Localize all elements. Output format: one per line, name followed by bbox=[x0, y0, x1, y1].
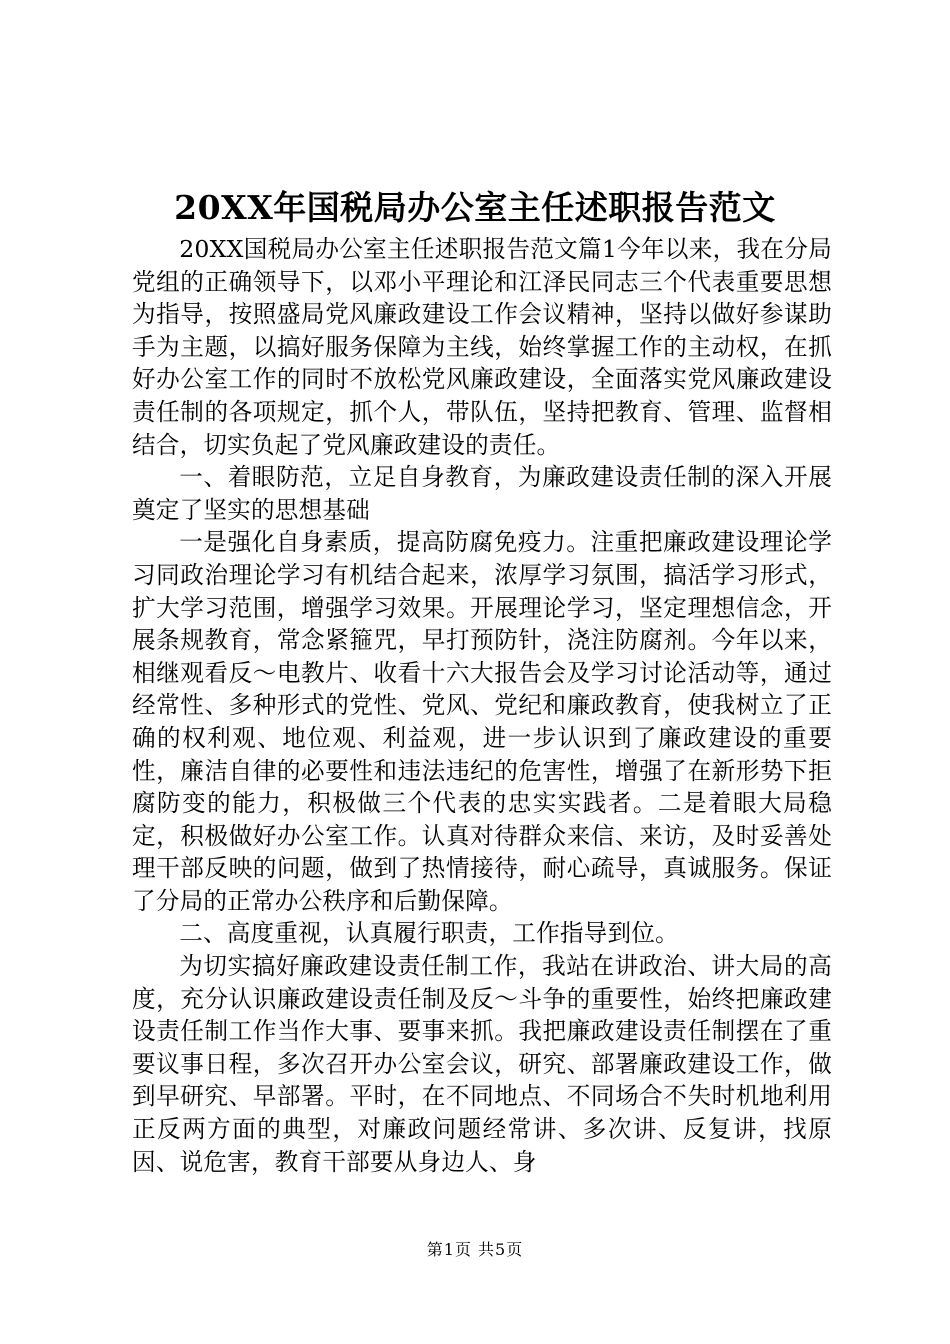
document-title: 20XX年国税局办公室主任述职报告范文 bbox=[174, 188, 776, 227]
paragraph-heading-2: 二、高度重视，认真履行职责，工作指导到位。 bbox=[179, 919, 679, 948]
paragraph-intro: 20XX国税局办公室主任述职报告范文篇1今年以来，我在分局党组的正确领导下，以邓小平理论和江泽民同志三个代表重要思想为指导，按照盛局党风廉政建设工作会议精神，坚持以做好参谋助手为主题，以搞好服务保障为主线，始终掌握工作的主动权，在抓好办公室工作的同时不放松党风廉政建设，全面落实党风廉政建设责任制的各项规定，抓个人，带队伍，坚持把教育、管理、监督相结合，切实负起了党风廉政建设的责任。 bbox=[132, 235, 832, 459]
paragraph-heading-1: 一、着眼防范，立足自身教育，为廉政建设责任制的深入开展奠定了坚实的思想基础 bbox=[132, 463, 832, 524]
document-body bbox=[132, 233, 832, 1178]
page-number-footer: 第1页 共5页 bbox=[426, 1240, 524, 1259]
paragraph-section-1: 一是强化自身素质，提高防腐免疫力。注重把廉政建设理论学习同政治理论学习有机结合起来，浓厚学习氛围，搞活学习形式，扩大学习范围，增强学习效果。开展理论学习，坚定理想信念，开展条规教育，常念紧箍咒，早打预防针，浇注防腐剂。今年以来，相继观看反～电教片、收看十六大报告会及学习讨论活动等，通过经常性、多种形式的党性、党风、党纪和廉政教育，使我树立了正确的权利观、地位观、利益观，进一步认识到了廉政建设的重要性，廉洁自律的必要性和违法违纪的危害性，增强了在新形势下拒腐防变的能力，积极做三个代表的忠实实践者。二是着眼大局稳定，积极做好办公室工作。认真对待群众来信、来访，及时妥善处理干部反映的问题，做到了热情接待，耐心疏导，真诚服务。保证了分局的正常办公秩序和后勤保障。 bbox=[132, 528, 832, 915]
paragraph-section-2: 为切实搞好廉政建设责任制工作，我站在讲政治、讲大局的高度，充分认识廉政建设责任制及反～斗争的重要性，始终把廉政建设责任制工作当作大事、要事来抓。我把廉政建设责任制摆在了重要议事日程，多次召开办公室会议，研究、部署廉政建设工作，做到早研究、早部署。平时，在不同地点、不同场合不失时机地利用正反两方面的典型，对廉政问题经常讲、多次讲、反复讲，找原因、说危害，教育干部要从身边人、身 bbox=[132, 952, 832, 1176]
